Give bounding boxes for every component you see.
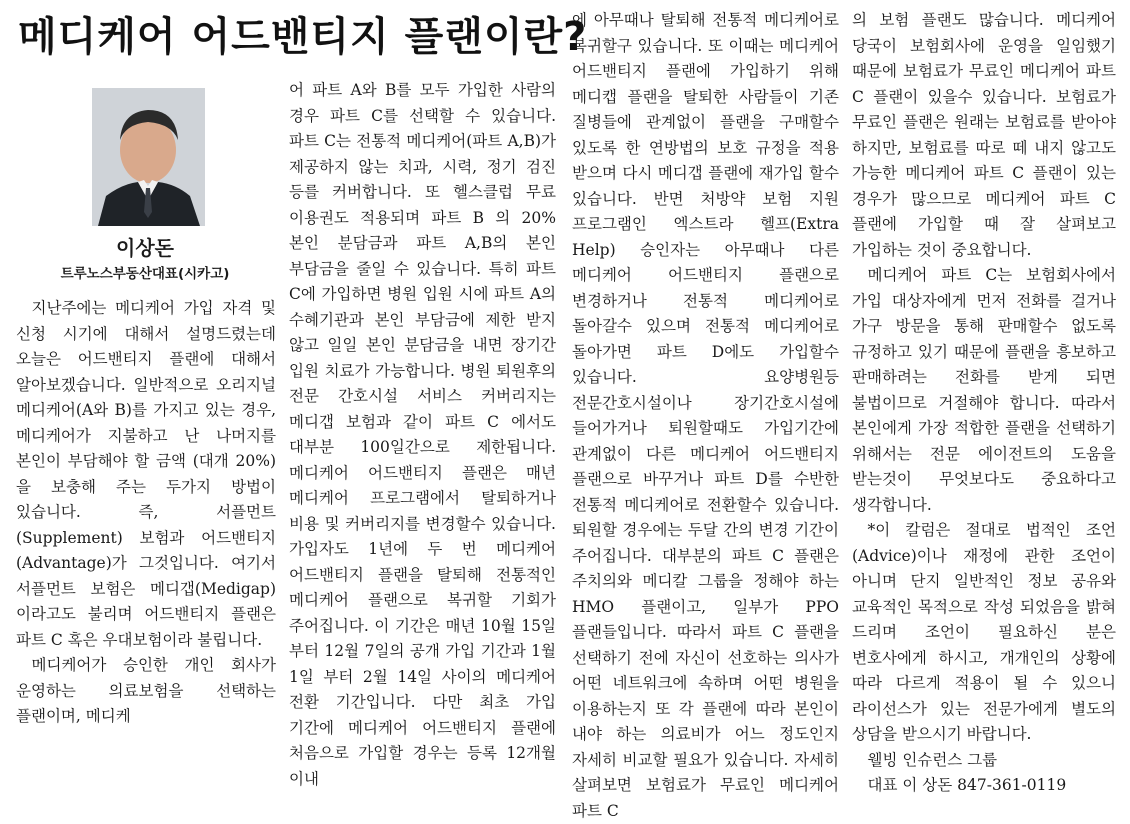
company-name: 웰빙 인슈런스 그룹	[867, 750, 998, 769]
author-position: 트루노스부동산대표(시카고)	[60, 266, 230, 282]
paragraph: 에 아무때나 탈퇴해 전통적 메디케어로 복귀할구 있습니다. 또 이때는 메디케어 어드밴티지 플랜에 가입하기 위해 메디캡 플랜을 탈퇴한 사람들이 기존 질병들에 관계없이 플랜을 구매할수 있도록 한 연방법의 보호 규정을 적용 받으며 다시 메디갭 플랜에 재가입 할수 있습니다. 반면 처방약 보험 지원 프로그램인 엑스트라 헬프(Extra Help) 승인자는 아무때나 다른 메디케어 어드밴티지 플랜으로 변경하거나 전통적 메디케어로 돌아갈수 있으며 전통적 메디케어로 돌아가면 파트 D에도 가입할수 있습니다. 요양병원등 전문간호시설이나 장기간호시설에 들어가거나 퇴원할때도 가입기간에 관계없이 다른 메디케어 어드밴티지 플랜으로 바꾸거나 파트 D를 수반한 전통적 메디케어로 전환할수 있습니다. 퇴원할 경우에는 두달 간의 변경 기간이 주어집니다. 대부분의 파트 C 플랜은 주치의와 메디칼 그룹을 정해야 하는 HMO 플랜이고, 일부가 PPO 플랜들입니다. 따라서 파트 C 플랜을 선택하기 전에 자신이 선호하는 의사가 어떤 네트워크에 속하며 어떤 병원을 이용하는지 또 각 플랜에 따라 본인이 내야 하는 의료비가 어느 정도인지 자세히 비교할 필요가 있습니다. 자세히 살펴보면 보험료가 무료인 메디케어 파트 C	[572, 11, 839, 820]
contact-info: 대표 이 상돈 847-361-0119	[867, 776, 1067, 794]
paragraph: 의 보험 플랜도 많습니다. 메디케어 당국이 보험회사에 운영을 일임했기 때문에 보험료가 무료인 메디케어 파트 C 플랜이 있을수 있습니다. 보험료가 무료인 플랜은 원래는 보험료를 받아야 하지만, 보험료를 따로 떼 내지 않고도 가능한 메디케어 파트 C 플랜이 있는 경우가 많으므로 메디케어 파트 C 플랜에 가입할 때 잘 살펴보고 가입하는 것이 중요합니다.	[852, 11, 1116, 259]
author-name: 이상돈	[116, 236, 174, 260]
disclaimer: *이 칼럼은 절대로 법적인 조언(Advice)이나 재정에 관한 조언이 아니며 단지 일반적인 정보 공유와 교육적인 목적으로 작성 되었음을 밝혀 드리며 조언이 필요하신 분은 변호사에게 하시고, 개개인의 상황에 따라 다르게 적용이 될 수 있으니 라이선스가 있는 전문가에게 별도의 상담을 받으시기 바랍니다.	[852, 521, 1116, 743]
article-column-1	[16, 296, 276, 730]
paragraph: 지난주에는 메디케어 가입 자격 및 신청 시기에 대해서 설명드렸는데 오늘은 어드밴티지 플랜에 대해서 알아보겠습니다. 일반적으로 오리지널 메디케어(A와 B)를 가지고 있는 경우, 메디케어가 지불하고 난 나머지를 본인이 부담해야 할 금액 (대개 20%)을 보충해 주는 두가지 방법이 있습니다. 즉, 서플먼트(Supplement) 보험과 어드밴티지(Advantage)가 그것입니다. 여기서 서플먼트 보험은 메디갭(Medigap) 이라고도 불리며 어드밴티지 플랜은 파트 C 혹은 우대보험이라 불립니다.	[16, 299, 276, 649]
signature-block	[852, 748, 1116, 799]
author-photo	[92, 88, 205, 226]
article-column-3	[572, 8, 839, 824]
paragraph: 메디케어가 승인한 개인 회사가 운영하는 의료보험을 선택하는 플랜이며, 메디케	[16, 656, 276, 725]
article-column-4	[852, 8, 1116, 799]
article-title: 메디케어 어드밴티지 플랜이란?	[18, 14, 588, 60]
paragraph: 메디케어 파트 C는 보험회사에서 가입 대상자에게 먼저 전화를 걸거나 가구 방문을 통해 판매할수 없도록 규정하고 있기 때문에 플랜을 흥보하고 판매하려는 전화를 받게 되면 불법이므로 거절해야 합니다. 따라서 본인에게 가장 적합한 플랜을 선택하기 위해서는 전문 에이전트의 도움을 받는것이 무엇보다도 중요하다고 생각합니다.	[852, 266, 1116, 514]
article-column-2	[289, 78, 556, 792]
paragraph: 어 파트 A와 B를 모두 가입한 사람의 경우 파트 C를 선택할 수 있습니다. 파트 C는 전통적 메디케어(파트 A,B)가 제공하지 않는 치과, 시력, 정기 검진 등를 커버합니다. 또 헬스클럽 무료 이용권도 적용되며 파트 B 의 20% 본인 분담금과 파트 A,B의 본인 부담금을 줄일 수 있습니다. 특히 파트 C에 가입하면 병원 입원 시에 파트 A의 수혜기관과 본인 부담금에 제한 받지 않고 일일 본인 분담금을 내면 장기간 입원 치료가 가능합니다. 병원 퇴원후의 전문 간호시설 서비스 커버리지는 메디갭 보험과 같이 파트 C 에서도 대부분 100일간으로 제한됩니다. 메디케어 어드밴티지 플랜은 매년 메디케어 프로그램에서 탈퇴하거나 비용 및 커버리지를 변경할수 있습니다. 가입자도 1년에 두 번 메디케어 어드밴티지 플랜을 탈퇴해 전통적인 메디케어 플랜으로 복귀할 기회가 주어집니다. 이 기간은 매년 10월 15일 부터 12월 7일의 공개 가입 기간과 1월 1일 부터 2월 14일 사이의 메디케어 전환 기간입니다. 다만 최초 가입 기간에 메디케어 어드밴티지 플랜에 처음으로 가입할 경우는 등록 12개월 이내	[289, 81, 556, 788]
portrait-image	[92, 88, 205, 226]
